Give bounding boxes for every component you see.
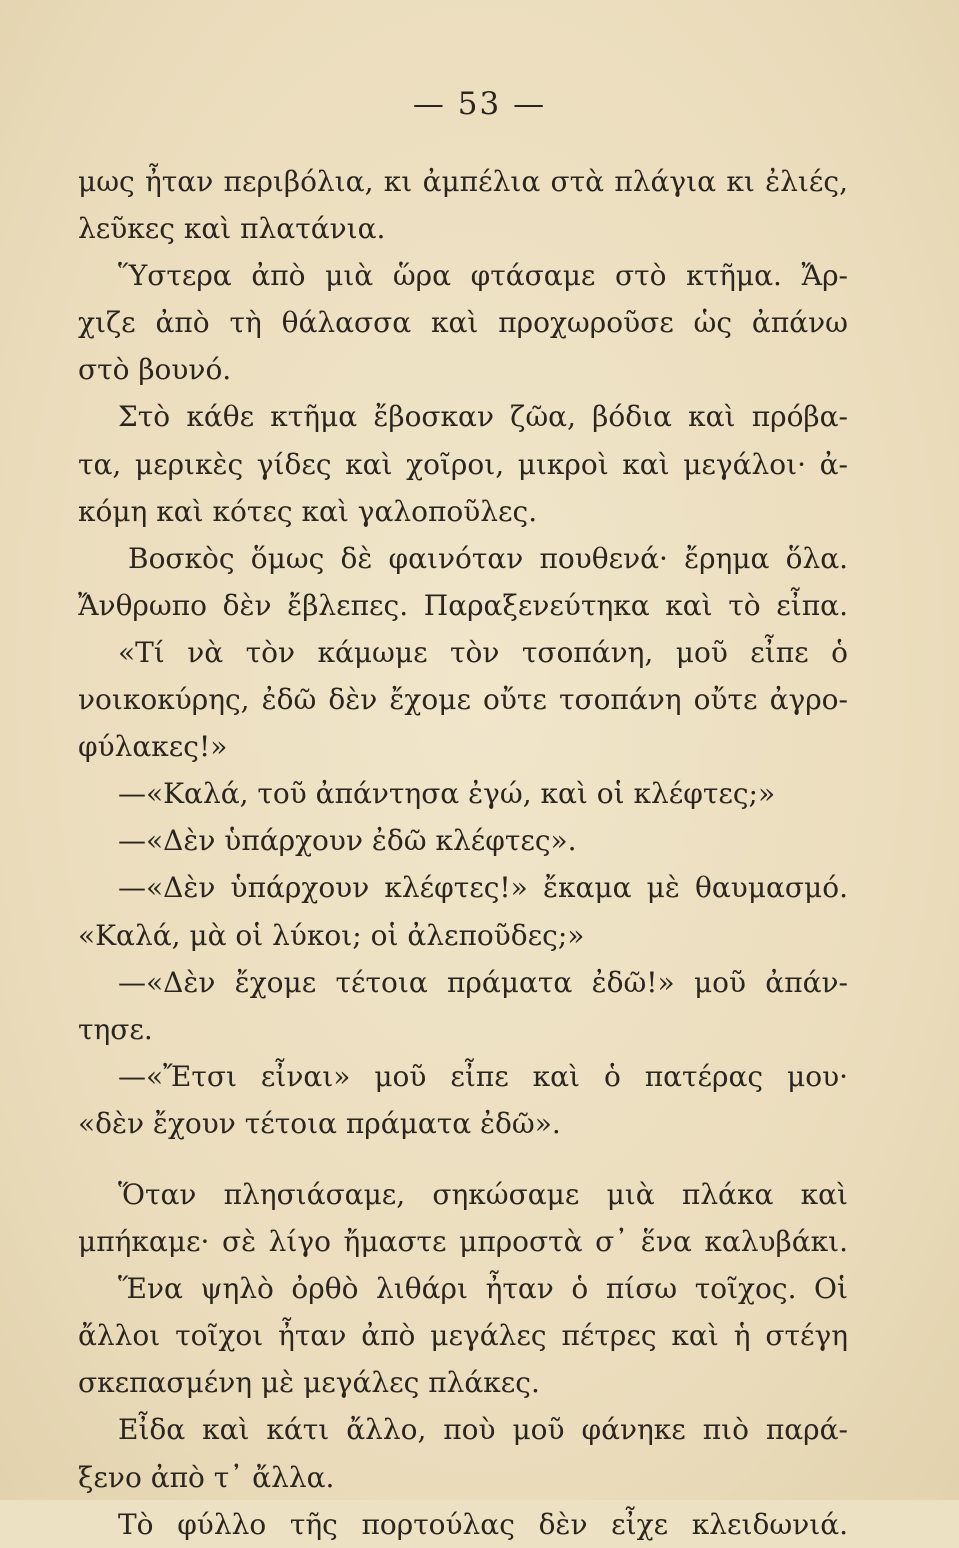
text-line: —«Δὲν ὑπάρχουν κλέφτες!» ἔκαμα μὲ θαυμασμό.: [118, 871, 848, 905]
text-line: «Τί νὰ τὸν κάμωμε τὸν τσοπάνη, μοῦ εἶπε ὁ: [118, 635, 848, 669]
text-line: μως ἦταν περιβόλια, κι ἀμπέλια στὰ πλάγια κι ἐλιές,: [78, 165, 848, 198]
paragraph-gap: [78, 1147, 848, 1171]
text-line: «δὲν ἔχουν τέτοια πράματα ἐδῶ».: [78, 1106, 561, 1140]
text-line: —«Ἔτσι εἶναι» μοῦ εἶπε καὶ ὁ πατέρας μου·: [118, 1059, 848, 1093]
body-text: [78, 158, 848, 1548]
text-line: —«Δὲν ὑπάρχουν ἐδῶ κλέφτες».: [118, 824, 577, 858]
text-line: Ἕνα ψηλὸ ὀρθὸ λιθάρι ἦταν ὁ πίσω τοῖχος. Οἱ: [118, 1272, 848, 1306]
text-line: Τὸ φύλλο τῆς πορτούλας δὲν εἶχε κλειδωνιά.: [118, 1507, 848, 1541]
text-line: Ὅταν πλησιάσαμε, σηκώσαμε μιὰ πλάκα καὶ: [118, 1177, 848, 1211]
text-line: ἄλλοι τοῖχοι ἦταν ἀπὸ μεγάλες πέτρες καὶ ἡ στέγη: [78, 1319, 848, 1353]
text-line: τησε.: [78, 1012, 153, 1046]
text-line: τα, μερικὲς γίδες καὶ χοῖροι, μικροὶ καὶ μεγάλοι· ἀ-: [78, 447, 848, 481]
text-line: φύλακες!»: [78, 730, 228, 764]
text-line: ξενο ἀπὸ τ᾽ ἄλλα.: [78, 1460, 335, 1494]
text-line: λεῦκες καὶ πλατάνια.: [78, 212, 386, 246]
text-line: στὸ βουνό.: [78, 353, 232, 387]
text-line: νοικοκύρης, ἐδῶ δὲν ἔχομε οὔτε τσοπάνη οὔτε ἀγρο-: [78, 683, 848, 717]
page-number: — 53 —: [412, 86, 547, 122]
text-line: «Καλά, μὰ οἱ λύκοι; οἱ ἀλεποῦδες;»: [78, 918, 585, 952]
text-line: Στὸ κάθε κτῆμα ἔβοσκαν ζῶα, βόδια καὶ πρόβα-: [118, 400, 848, 434]
text-line: Βοσκὸς ὅμως δὲ φαινόταν πουθενά· ἔρημα ὅλα.: [128, 541, 848, 575]
text-line: Ὕστερα ἀπὸ μιὰ ὥρα φτάσαμε στὸ κτῆμα. Ἄρ-: [118, 259, 848, 293]
text-line: —«Δὲν ἔχομε τέτοια πράματα ἐδῶ!» μοῦ ἀπάν-: [118, 965, 848, 999]
text-line: χιζε ἀπὸ τὴ θάλασσα καὶ προχωροῦσε ὡς ἀπάνω: [78, 306, 848, 340]
text-line: Ἄνθρωπο δὲν ἔβλεπες. Παραξενεύτηκα καὶ τὸ εἶπα.: [78, 588, 848, 622]
text-line: μπήκαμε· σὲ λίγο ἤμαστε μπροστὰ σ᾽ ἕνα καλυβάκι.: [78, 1225, 848, 1259]
text-line: κόμη καὶ κότες καὶ γαλοποῦλες.: [78, 494, 538, 528]
text-line: Εἶδα καὶ κάτι ἄλλο, ποὺ μοῦ φάνηκε πιὸ παρά-: [118, 1413, 848, 1447]
text-line: σκεπασμένη μὲ μεγάλες πλάκες.: [78, 1366, 540, 1400]
text-line: —«Καλά, τοῦ ἀπάντησα ἐγώ, καὶ οἱ κλέφτες;»: [118, 777, 776, 811]
